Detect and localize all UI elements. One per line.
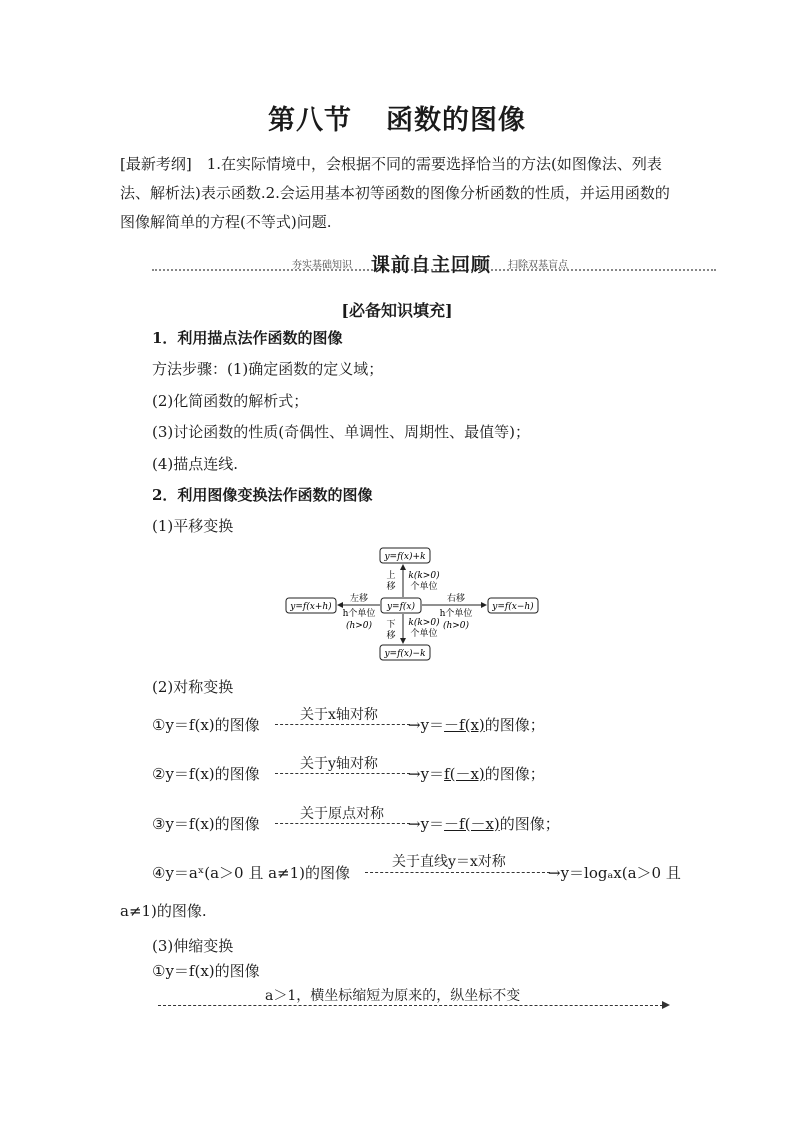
sym4-pre: ④y＝aˣ(a＞0 且 a≠1)的图像 <box>152 864 351 882</box>
translation-diagram <box>282 544 542 664</box>
top-box-text: y=f(x)+k <box>384 552 426 562</box>
sym3-post-a: →y＝ <box>408 815 445 833</box>
sym1-post <box>408 714 545 735</box>
sym4-arrow-line <box>365 872 550 873</box>
sym1-post-b: 的图像； <box>484 716 545 734</box>
stretch1-arrow-text: a＞1，横坐标缩短为原来的，纵坐标不变 <box>265 988 521 1004</box>
sym1-pre: ①y＝f(x)的图像 <box>152 716 260 734</box>
sym3-pre: ③y＝f(x)的图像 <box>152 815 260 833</box>
s2-symmetric-heading: (2)对称变换 <box>152 678 234 696</box>
up-unit: 个单位 <box>410 582 438 592</box>
s1-step-3: (3)讨论函数的性质(奇偶性、单调性、周期性、最值等)； <box>152 423 530 441</box>
sym2-answer: f(－x) <box>444 765 485 783</box>
syllabus-paragraph <box>120 150 680 237</box>
page-title <box>0 98 794 137</box>
up-cond: k(k>0) <box>408 571 440 581</box>
sym3-arrow-line <box>275 823 410 824</box>
right-label: 右移 <box>446 594 466 604</box>
sym2-post-a: →y＝ <box>408 765 445 783</box>
sym2-post-b: 的图像； <box>484 765 545 783</box>
sym3-post-b: 的图像； <box>499 815 560 833</box>
up-label-1: 上 <box>386 571 396 581</box>
section-banner <box>152 250 716 276</box>
right-box-text: y=f(x−h) <box>492 602 534 612</box>
s1-step-1: 方法步骤：(1)确定函数的定义域； <box>152 360 384 378</box>
s2-heading: 2．利用图像变换法作函数的图像 <box>152 486 373 504</box>
sym4-post: →y＝logₐx(a＞0 且 <box>548 864 681 882</box>
banner-left-text: 夯实基础知识 <box>292 260 352 271</box>
stretch1-arrow-head <box>662 1001 670 1009</box>
sym3-post <box>408 813 560 834</box>
syllabus-text: 1.在实际情境中，会根据不同的需要选择恰当的方法(如图像法、列表法、解析法)表示函数.2.会运用基本初等函数的图像分析函数的性质，并运用函数的图像解简单的方程(不等式)问题. <box>120 155 670 231</box>
left-unit: h个单位 <box>342 609 376 619</box>
down-unit: 个单位 <box>410 629 438 639</box>
s1-step-2: (2)化简函数的解析式； <box>152 392 309 410</box>
center-box-text: y=f(x) <box>386 602 416 612</box>
title-part-2: 函数的图像 <box>386 105 526 136</box>
stretch1-arrow-line <box>158 1005 663 1006</box>
down-label-2: 移 <box>386 631 396 641</box>
s2-stretch-heading: (3)伸缩变换 <box>152 937 234 955</box>
sym2-post <box>408 763 545 784</box>
syllabus-tag: [最新考纲] <box>120 155 192 173</box>
banner-center-text: 课前自主回顾 <box>371 254 492 276</box>
s2-translate-heading: (1)平移变换 <box>152 517 234 535</box>
left-cond: (h>0) <box>345 621 373 631</box>
bottom-box-text: y=f(x)−k <box>384 649 426 659</box>
s1-step-4: (4)描点连线. <box>152 455 239 473</box>
section-title: [必备知识填充] <box>341 301 453 320</box>
down-cond: k(k>0) <box>408 618 440 628</box>
sym4-arrow-text: 关于直线y＝x对称 <box>392 854 506 870</box>
banner-right-text: 扫除双基盲点 <box>508 260 568 271</box>
sym1-arrow-text: 关于x轴对称 <box>300 707 378 723</box>
up-label-2: 移 <box>386 582 396 592</box>
sym3-arrow-text: 关于原点对称 <box>300 806 384 822</box>
left-label: 左移 <box>349 594 369 604</box>
sym3-answer: －f(－x) <box>444 815 500 833</box>
sym1-post-a: →y＝ <box>408 716 445 734</box>
right-cond: (h>0) <box>442 621 470 631</box>
stretch1-pre: ①y＝f(x)的图像 <box>152 962 260 980</box>
sym4-continuation: a≠1)的图像. <box>120 902 207 920</box>
sym2-arrow-line <box>275 773 410 774</box>
sym1-arrow-line <box>275 724 410 725</box>
sym2-pre: ②y＝f(x)的图像 <box>152 765 260 783</box>
sym1-answer: －f(x) <box>444 716 485 734</box>
sym2-arrow-text: 关于y轴对称 <box>300 756 378 772</box>
left-box-text: y=f(x+h) <box>290 602 332 612</box>
s1-heading: 1．利用描点法作函数的图像 <box>152 329 343 347</box>
title-part-1: 第八节 <box>268 105 352 136</box>
right-unit: h个单位 <box>439 609 473 619</box>
down-label-1: 下 <box>386 620 396 630</box>
